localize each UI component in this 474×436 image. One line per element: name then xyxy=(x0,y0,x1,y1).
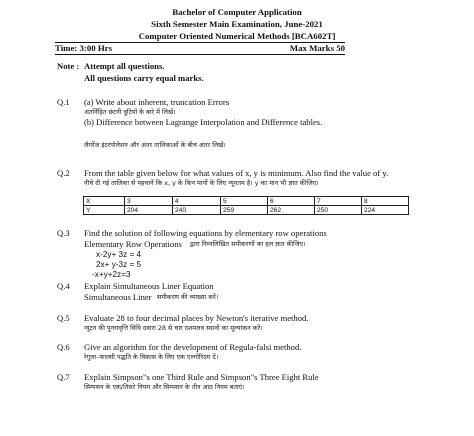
question-text: Evaluate 28 to four decimal places by Newton's iterative method. xyxy=(84,313,309,323)
table-cell: 6 xyxy=(268,197,315,206)
question-number: Q.7 xyxy=(57,372,70,382)
question-number: Q.6 xyxy=(57,342,70,352)
question-text: Simultaneous Liner xyxy=(84,292,152,302)
question-text-hindi: नीचे दी गई तालिका से पहचानें कि x, y के किन मानों के लिए न्यूनतम है। y का मान भी ज्ञात कीजिए। xyxy=(84,179,319,187)
table-cell: 3 xyxy=(125,197,173,206)
equation: 2x+ y-3z = 5 xyxy=(96,260,142,269)
table-cell: Y xyxy=(84,206,125,215)
question-text: (b) Difference between Lagrange Interpolation and Difference tables. xyxy=(84,117,323,127)
question-text: Explain Simultaneous Liner Equation xyxy=(84,281,214,291)
question-number: Q.2 xyxy=(57,168,70,178)
question-number: Q.4 xyxy=(57,281,70,291)
time-marks-row xyxy=(55,43,345,53)
question-number: Q.5 xyxy=(57,313,70,323)
table-cell: 224 xyxy=(362,206,409,215)
exam-time: Time: 3:00 Hrs xyxy=(55,43,113,53)
question-text-hindi: रेगुला–फाल्सी पद्धति के विकास के लिए एक एल्गोरिदम दें। xyxy=(84,353,219,361)
max-marks: Max Marks 50 xyxy=(289,43,345,53)
program-title: Bachelor of Computer Application xyxy=(172,7,302,17)
question-text: (a) Write about inherent, truncation Errors xyxy=(84,97,230,107)
table-cell: 262 xyxy=(268,206,315,215)
table-cell: 240 xyxy=(173,206,221,215)
question-text: Find the solution of following equations by elementary row operations xyxy=(84,228,327,238)
question-text-hindi: अंतर्निहित छंटनी त्रुटियों के बारे में लिखें। xyxy=(84,108,176,116)
course-title: Computer Oriented Numerical Methods [BCA602T] xyxy=(138,31,336,41)
question-text-hindi: न्यूटन की पुनरावृत्ति विधि दवारा 28 से चार दशमलव स्थानों का मूल्यांकन करें। xyxy=(84,324,263,332)
table-cell: 5 xyxy=(221,197,268,206)
question-text-hindi: द्वारा निम्नलिखित समीकरणों का हल ज्ञात कीजिए। xyxy=(190,240,306,248)
note-line-2: All questions carry equal marks. xyxy=(84,73,204,83)
data-table xyxy=(83,196,409,215)
question-text-hindi: सिम्पसन के एक/तिसरे नियम और सिम्पसन के तीन आठ नियम बताएं। xyxy=(84,383,245,391)
table-cell: 8 xyxy=(362,197,409,206)
note-line-1: Attempt all questions. xyxy=(84,61,165,71)
table-row xyxy=(84,206,409,215)
equation: x-2y+ 3z = 4 xyxy=(96,250,142,259)
equation: -x+y+2z=3 xyxy=(92,270,131,279)
question-text-hindi: लैगरेंज इंटरपोलेशन और अंतर तालिकाओं के बीच अंतर लिखें। xyxy=(84,141,226,149)
table-cell: 7 xyxy=(315,197,362,206)
question-text-hindi: समीकरण की व्याख्या करें। xyxy=(157,293,219,301)
question-text: Give an algorithm for the development of Regula-falsi method. xyxy=(84,342,302,352)
table-cell: 204 xyxy=(125,206,173,215)
question-text: From the table given below for what values of x, y is minimum. Also find the value of y. xyxy=(84,168,389,178)
table-cell: 4 xyxy=(173,197,221,206)
table-cell: 250 xyxy=(315,206,362,215)
note-label: Note : xyxy=(57,61,80,71)
table-row xyxy=(84,197,409,206)
question-number: Q.3 xyxy=(57,228,70,238)
exam-title: Sixth Semester Main Examination, June-2021 xyxy=(151,19,323,29)
question-text: Explain Simpson"s one Third Rule and Simpson"s Three Eight Rule xyxy=(84,372,319,382)
question-number: Q.1 xyxy=(57,97,70,107)
question-text: Elementary Row Operations xyxy=(84,239,182,249)
table-cell: 259 xyxy=(221,206,268,215)
header-rule-bottom xyxy=(55,54,345,55)
table-cell: X xyxy=(84,197,125,206)
